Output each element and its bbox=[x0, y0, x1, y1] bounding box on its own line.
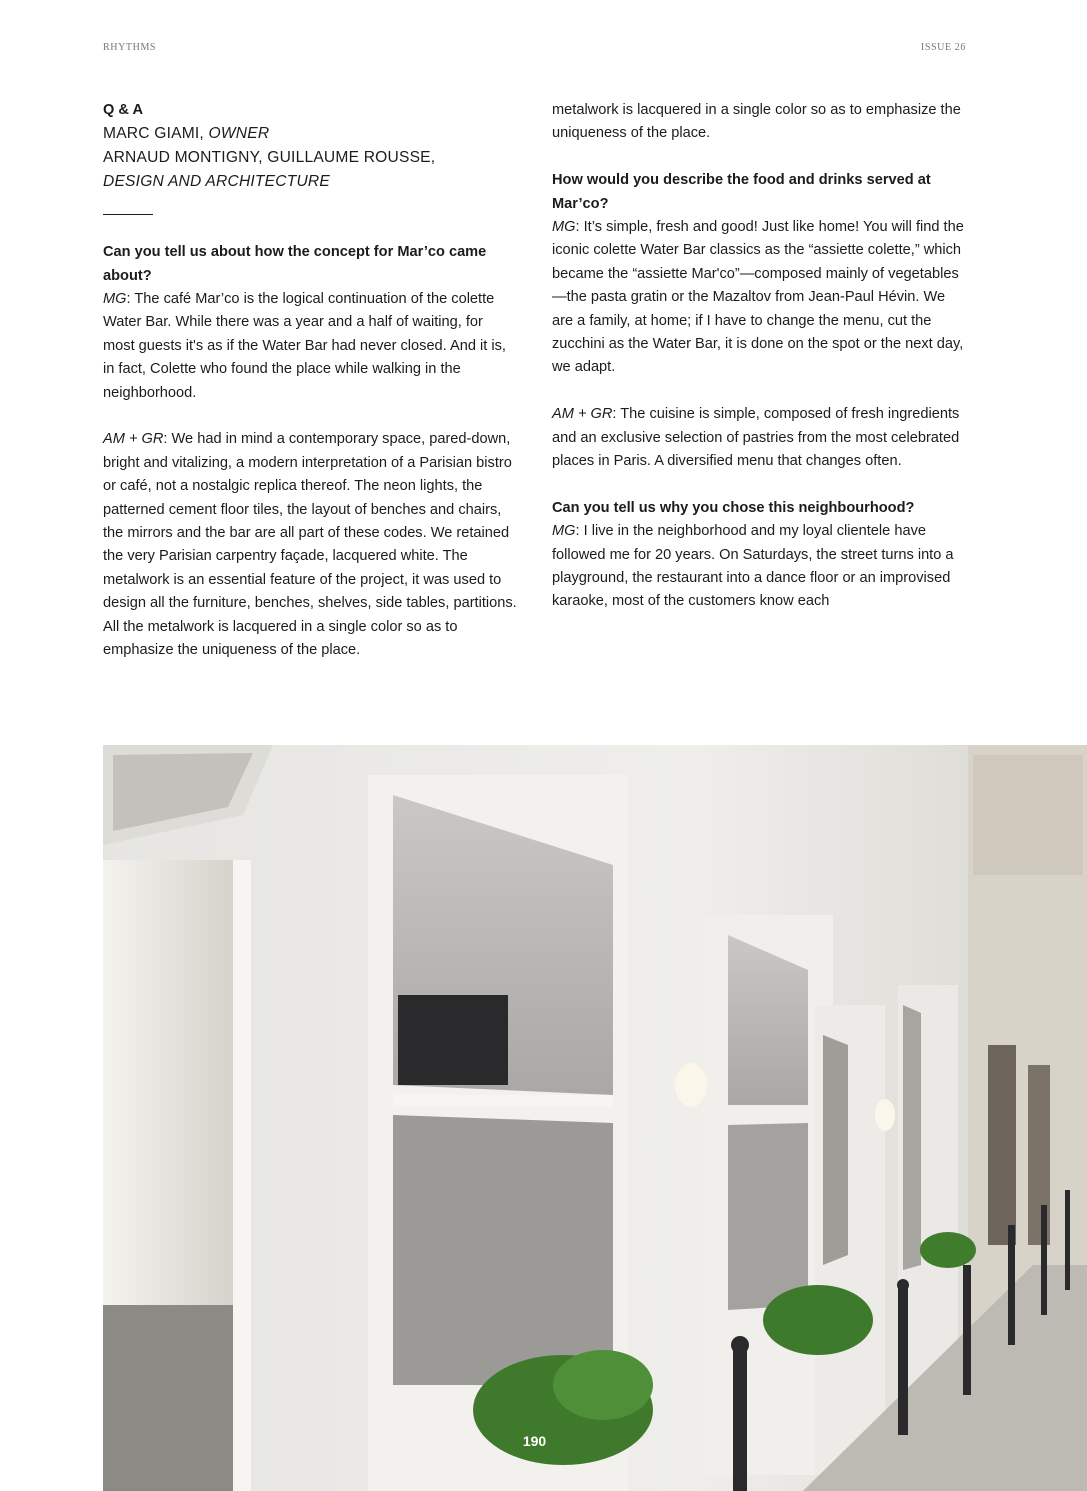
answer-1-am: AM + GR: We had in mind a contemporary space, pared-down, bright and vitalizing, a modern interpretation of a Parisian bistro or café, not a nostalgic replica thereof. The neon lights, the patterned cement floor tiles, the layout of benches and chairs, the mirrors and the bar are all part of these codes. We retained the very Parisian carpentry façade, lacquered white. The metalwork is an essential feature of the project, it was used to design all the furniture, benches, shelves, side tables, partitions. All the metalwork is lacquered in a single color so as to emphasize the uniqueness of the place. bbox=[103, 431, 517, 659]
question-2: How would you describe the food and drinks served at Mar’co? bbox=[552, 172, 931, 212]
article-column-right bbox=[552, 99, 967, 614]
speaker-am-gr: AM + GR bbox=[103, 431, 164, 448]
answer-1-mg: MG: The café Mar’co is the logical continuation of the colette Water Bar. While there was a year and a half of waiting, for most guests it's as if the Water Bar had never closed. And it is, in fact, Colette who found the place while walking in the neighborhood. bbox=[103, 291, 506, 401]
section-label: RHYTHMS bbox=[103, 42, 157, 53]
facade-illustration bbox=[103, 745, 1087, 1491]
question-1: Can you tell us about how the concept for Mar’co came about? bbox=[103, 244, 487, 284]
answer-2-am: AM + GR: The cuisine is simple, composed of fresh ingredients and an exclusive selection of pastries from the most celebrated places in Paris. A diversified menu that changes often. bbox=[552, 406, 960, 470]
credit-designers-role: DESIGN AND ARCHITECTURE bbox=[103, 172, 330, 190]
qa-title: Q & A bbox=[103, 102, 143, 118]
question-3: Can you tell us why you chose this neighbourhood? bbox=[552, 499, 915, 516]
page-number: 190 bbox=[522, 1433, 547, 1449]
speaker-mg: MG bbox=[103, 291, 127, 307]
answer-3-mg: MG: I live in the neighborhood and my loyal clientele have followed me for 20 years. On Saturdays, the street turns into a playground, the restaurant into a dance floor or an improvised karaoke, most of the customers know each bbox=[552, 523, 954, 610]
speaker-mg: MG bbox=[552, 523, 576, 540]
answer-2-mg: MG: It’s simple, fresh and good! Just like home! You will find the iconic colette Water Bar classics as the “assiette colette,” which became the “assiette Mar'co”—composed mainly of vegetables—the pasta gratin or the Mazaltov from Jean-Paul Hévin. We are a family, at home; if I have to change the menu, cut the zucchini as the Water Bar, it is done on the spot or the next day, we adapt. bbox=[552, 219, 964, 376]
answer-1-am-continued: metalwork is lacquered in a single color so as to emphasize the uniqueness of the place. bbox=[552, 102, 961, 142]
credit-designers: ARNAUD MONTIGNY, GUILLAUME ROUSSE, bbox=[103, 149, 436, 166]
speaker-mg: MG bbox=[552, 219, 576, 236]
divider-rule bbox=[103, 214, 153, 215]
article-column-left bbox=[103, 99, 518, 662]
issue-label: ISSUE 26 bbox=[920, 42, 966, 53]
speaker-am-gr: AM + GR bbox=[552, 406, 613, 423]
credit-owner: MARC GIAMI, OWNER bbox=[103, 125, 270, 143]
storefront-photo bbox=[103, 745, 1087, 1491]
